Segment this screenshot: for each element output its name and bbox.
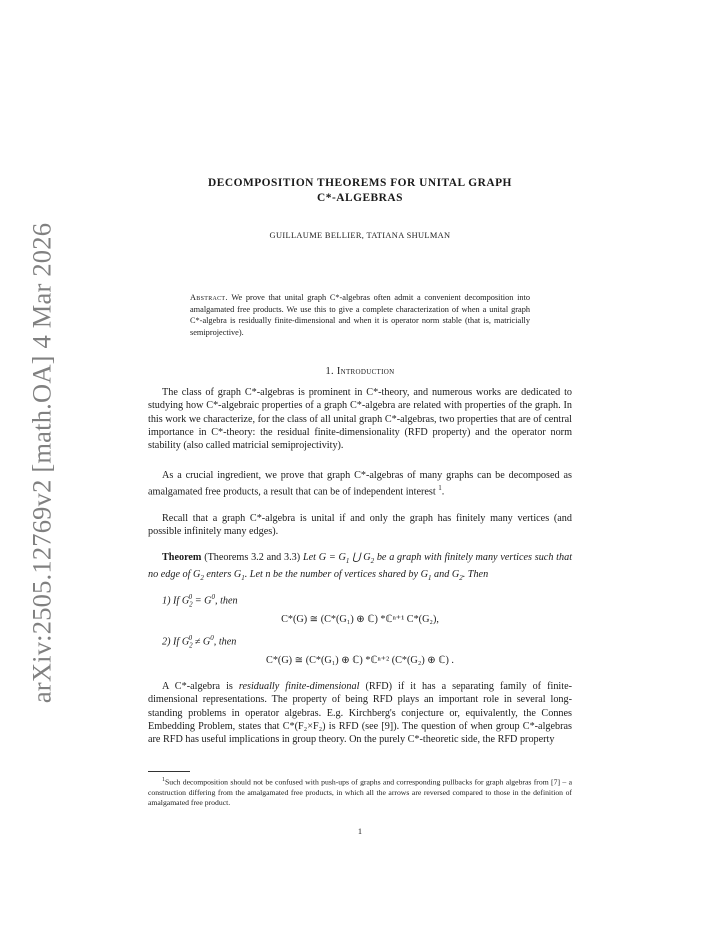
intro-paragraph-1 [148, 386, 572, 452]
intro-paragraph-3 [148, 512, 572, 539]
page-number: 1 [357, 827, 363, 836]
paragraph-text [148, 469, 572, 499]
footnote-text: Such decomposition should not be confused with push-ups of graphs and corresponding pullbacks for graph algebras from [7] – a construction differing from the amalgamated free products, in which all the arrows are reversed compared to those in the definition of amalgamated free product. [148, 777, 572, 807]
main-theorem [148, 551, 573, 666]
theorem-case-1: 1) If $G_2^0 = G^0$, then [162, 593, 238, 609]
footnote-divider [148, 771, 190, 772]
theorem-text-c: enters G [203, 569, 242, 581]
section-heading [148, 366, 572, 377]
intro-paragraph-2 [148, 469, 572, 499]
rfd-term: residually finite-dimensional [238, 681, 360, 692]
arxiv-margin-identifier: arXiv:2505.12769v2 [math.OA] 4 Mar 2026 [26, 222, 57, 704]
theorem-text-b: be a graph with finitely many vertices such that no edge of G [148, 552, 573, 581]
footnote [148, 775, 572, 808]
theorem-text-a: Let G = G [302, 552, 346, 563]
formula-case-1: C*(G) ≅ (C*(G₁) ⊕ ℂ) *ℂⁿ⁺¹ C*(G₂), [281, 614, 439, 625]
rfd-text-a: A C*-algebra is [162, 681, 239, 692]
case-2-end: , then [213, 636, 237, 648]
footnote-mark: 1 [162, 777, 165, 783]
abstract [190, 292, 530, 338]
paper-title [148, 176, 572, 206]
formula-case-2: C*(G) ≅ (C*(G₁) ⊕ ℂ) *ℂⁿ⁺² (C*(G₂) ⊕ ℂ) . [266, 655, 454, 666]
theorem-text-e: and G [431, 569, 460, 581]
title-line-2: C*-ALGEBRAS [317, 192, 403, 204]
rfd-paragraph [148, 680, 572, 746]
footnote-reference[interactable]: 1 [438, 484, 442, 493]
section-title: Introduction [336, 366, 395, 377]
footnote-body [148, 775, 572, 808]
theorem-head: Theorem [162, 552, 202, 563]
theorem-case-2: 2) If $G_2^0 \ne G^0$, then [162, 634, 237, 650]
paragraph-text: The class of graph C*-algebras is prominent in C*-theory, and numerous works are dedicated to studying how C*-algebraic properties of a graph C*-algebra are related with properties of the graph. In this work we characterize, for the class of all unital graph C*-algebras, two properties that are of central importance in C*-theory: the residual finite-dimensionality (RFD property) and the operator norm stability (also called matricial semiprojectivity). [148, 387, 572, 452]
theorem-text-f: . Then [462, 569, 489, 581]
paragraph-text [148, 680, 572, 746]
paragraph-2-end: . [441, 486, 445, 498]
paragraph-2-text: As a crucial ingredient, we prove that graph C*-algebras of many graphs can be decomposed as amalgamated free products, a result that can be of independent interest [148, 470, 572, 498]
case-1-label: 1) If [162, 595, 180, 607]
case-2-label: 2) If [162, 636, 180, 648]
section-number: 1. [325, 366, 334, 377]
title-line-1: DECOMPOSITION THEOREMS FOR UNITAL GRAPH [208, 177, 512, 189]
abstract-text: We prove that unital graph C*-algebras often admit a convenient decomposition into amalgamated free products. We use this to give a complete characterization of when a unital graph C*-algebra is residually finite-dimensional and when it is operator norm stable (that is, matricially semiprojective). [190, 293, 530, 337]
theorem-text-d: . Let n be the number of vertices shared by G [244, 569, 428, 581]
rfd-text-b: (RFD) if it has a separating family of finite-dimensional representations. The property of being RFD plays an important role in several long-standing problems in operator algebras. E.g. Kirchberg's conjecture or, equivalently, the Connes Embedding Problem, states that C*(F₂×F₂) is RFD (see [9]). The question of when group C*-algebras are RFD has useful implications in group theory. On the purely C*-theoretic side, the RFD property [148, 681, 572, 746]
author-list: GUILLAUME BELLIER, TATIANA SHULMAN [269, 231, 451, 240]
paragraph-text: Recall that a graph C*-algebra is unital if and only the graph has finitely many vertices (and possible infinitely many edges). [148, 513, 572, 538]
abstract-label: Abstract. [190, 293, 228, 302]
theorem-statement: Theorem (Theorems 3.2 and 3.3) Let $G = G_1$ ⋃ $G_2$ be a graph with finitely many vertices such that no edge of $G_2$ enters $G_1$. Let n be the number of vertices shared by $G_1$ and $G_2$. Then [148, 552, 573, 583]
case-1-end: , then [215, 595, 238, 607]
theorem-reference: (Theorems 3.2 and 3.3) [204, 552, 301, 563]
